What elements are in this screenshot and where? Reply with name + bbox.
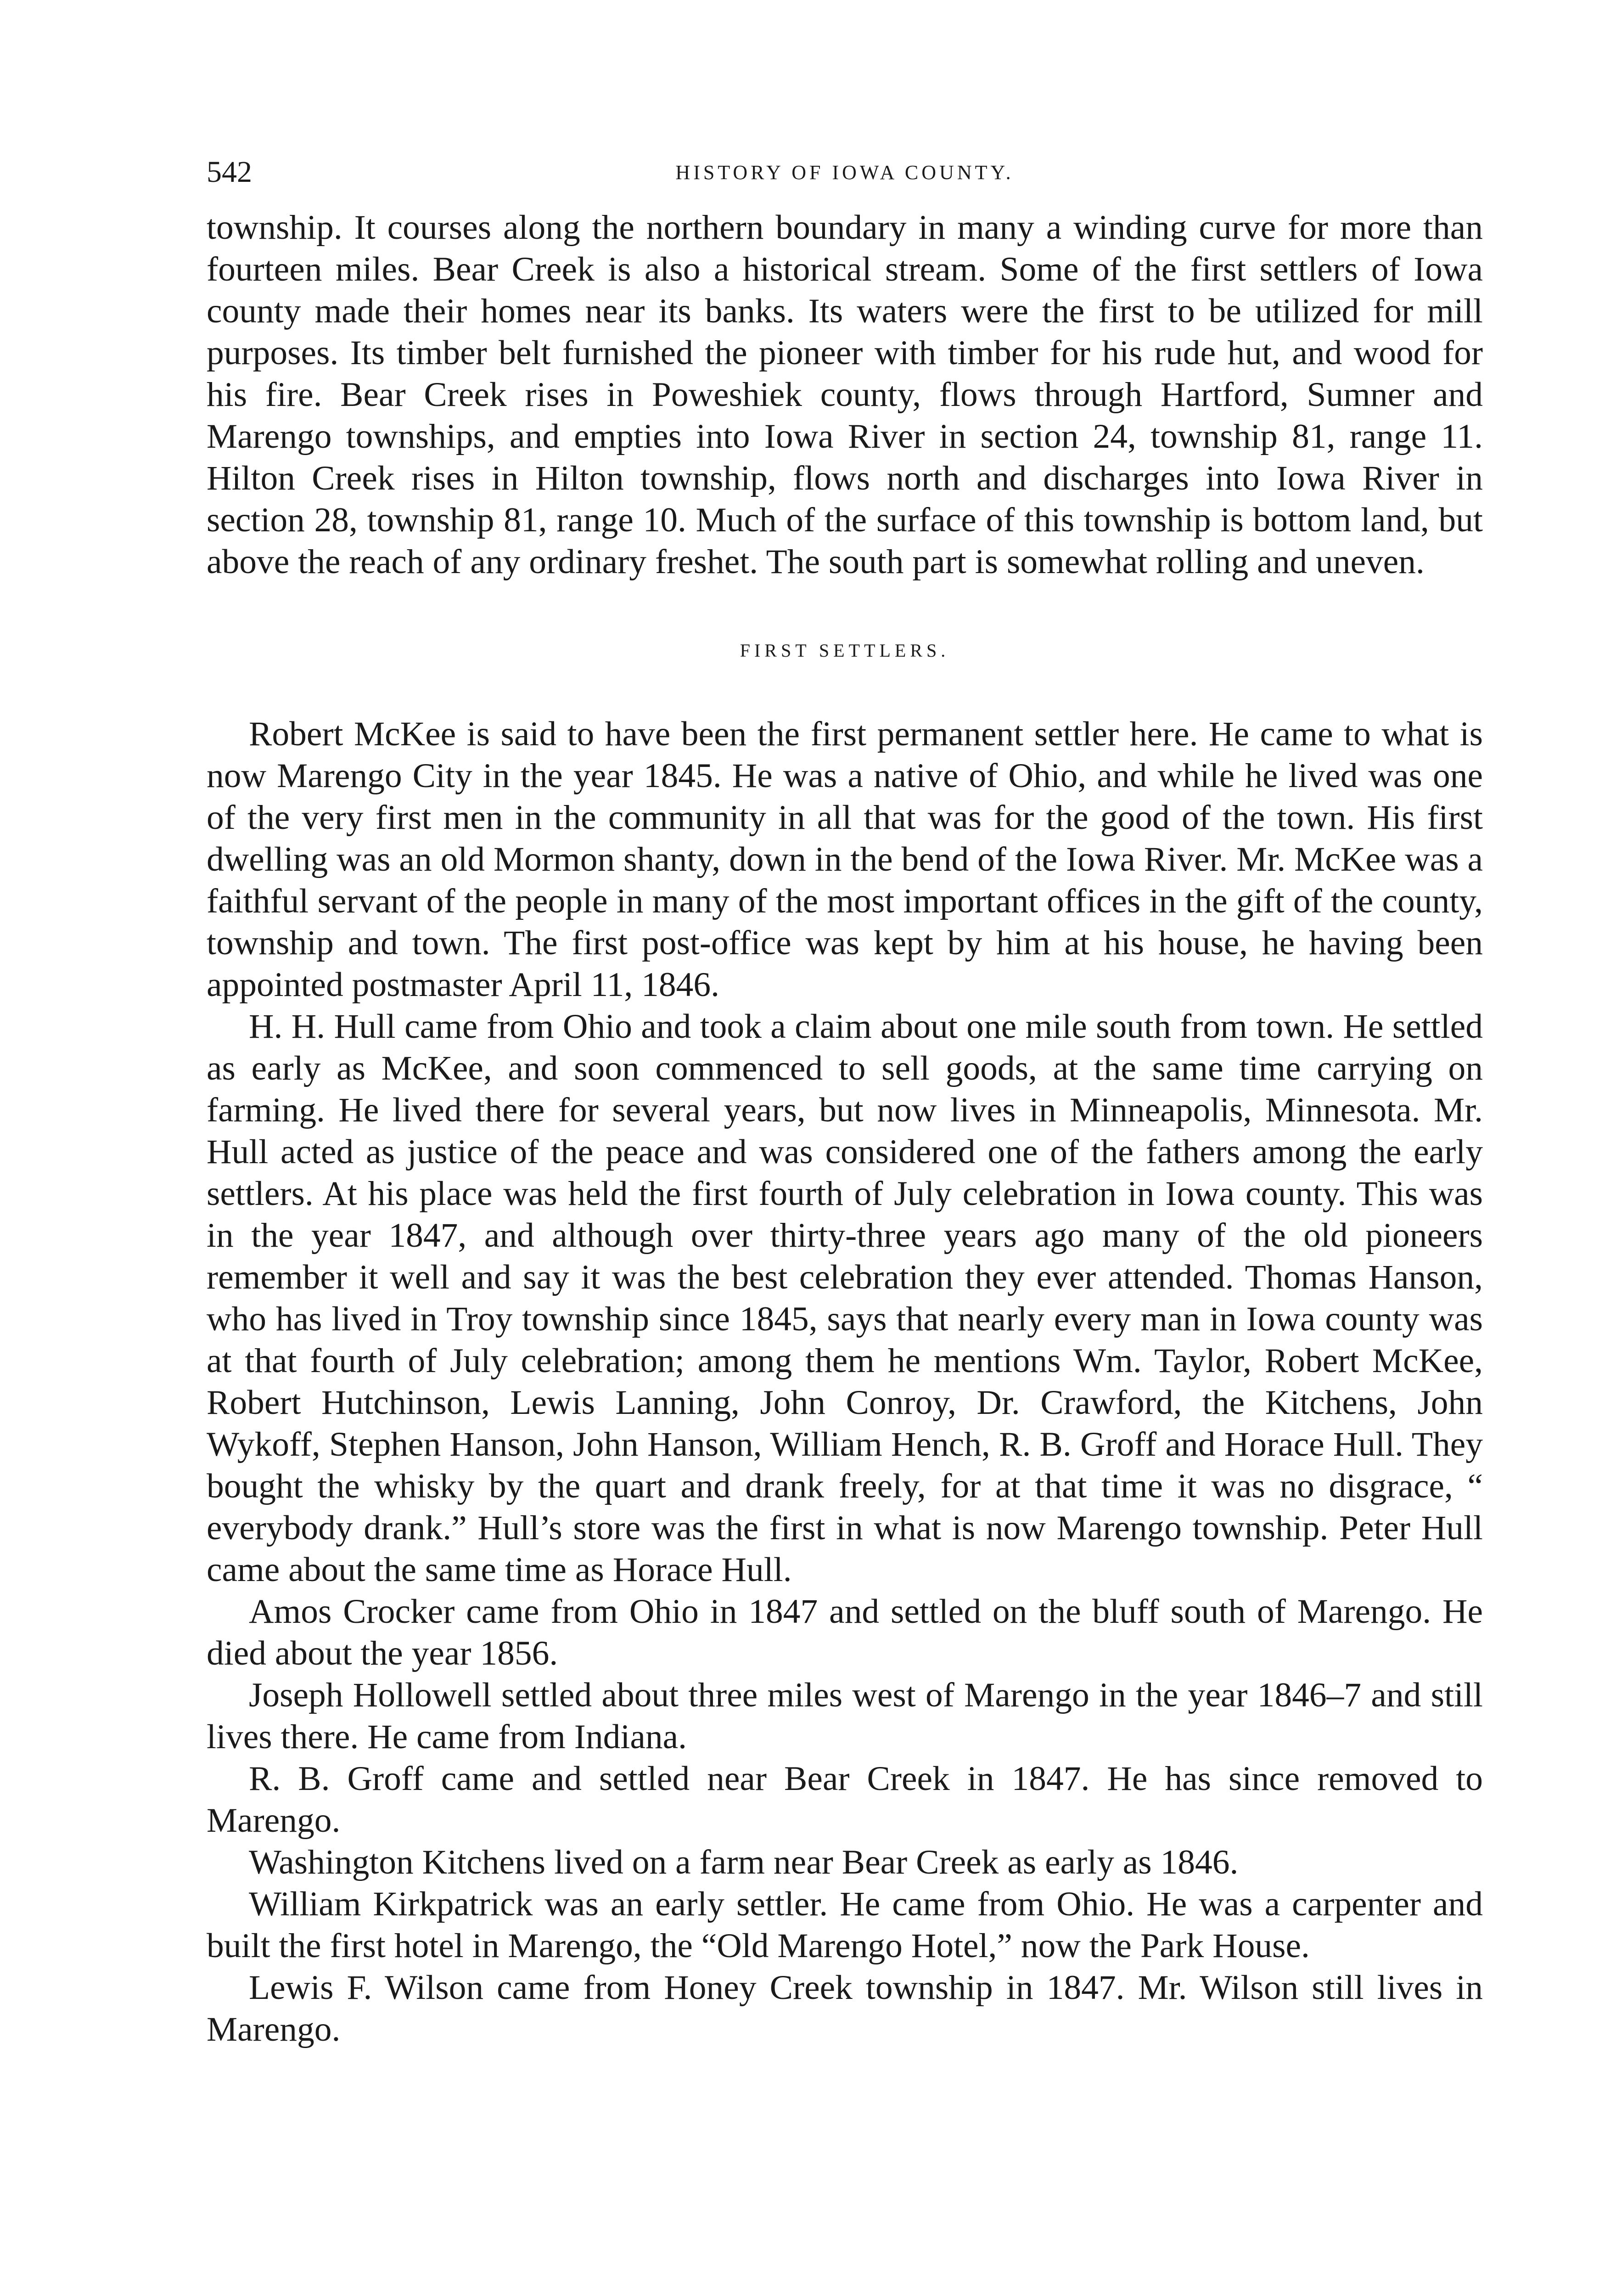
paragraph-r-b-groff: R. B. Groff came and settled near Bear Creek in 1847. He has since removed to Marengo.: [207, 1760, 1483, 1840]
paragraph-amos-crocker: Amos Crocker came from Ohio in 1847 and settled on the bluff south of Marengo. He died about the year 1856.: [207, 1593, 1483, 1672]
paragraph-william-kirkpatrick: William Kirkpatrick was an early settler. He came from Ohio. He was a carpenter and built the first hotel in Marengo, the “Old Marengo Hotel,” now the Park House.: [207, 1885, 1483, 1965]
page-number: 542: [207, 155, 252, 189]
paragraph-joseph-hollowell: Joseph Hollowell settled about three miles west of Marengo in the year 1846–7 and still lives there. He came from Indiana.: [207, 1676, 1483, 1756]
running-title: HISTORY OF IOWA COUNTY.: [675, 161, 1014, 184]
paragraph-h-h-hull: H. H. Hull came from Ohio and took a claim about one mile south from town. He settled as early as McKee, and soon commenced to sell goods, at the same time carrying on farming. He lived there for several years, but now lives in Minneapolis, Minnesota. Mr. Hull acted as justice of the peace and was considered one of the fathers among the early settlers. At his place was held the first fourth of July celebration in Iowa county. This was in the year 1847, and although over thirty-three years ago many of the old pioneers remember it well and say it was the best celebration they ever attended. Thomas Hanson, who has lived in Troy township since 1845, says that nearly every man in Iowa county was at that fourth of July celebration; among them he mentions Wm. Taylor, Robert McKee, Robert Hutchinson, Lewis Lanning, John Conroy, Dr. Crawford, the Kitchens, John Wykoff, Stephen Hanson, John Hanson, William Hench, R. B. Groff and Horace Hull. They bought the whisky by the quart and drank freely, for at that time it was no disgrace, “ everybody drank.” Hull’s store was the first in what is now Marengo township. Peter Hull came about the same time as Horace Hull.: [207, 1007, 1483, 1589]
section-heading: FIRST SETTLERS.: [740, 640, 950, 661]
paragraph-washington-kitchens: Washington Kitchens lived on a farm near Bear Creek as early as 1846.: [249, 1843, 1239, 1881]
intro-paragraph: township. It courses along the northern boundary in many a winding curve for more than fourteen miles. Bear Creek is also a historical stream. Some of the first settlers of Iowa county made their homes near its banks. Its waters were the first to be utilized for mill purposes. Its timber belt furnished the pioneer with timber for his rude hut, and wood for his fire. Bear Creek rises in Poweshiek county, flows through Hartford, Sumner and Marengo townships, and empties into Iowa River in section 24, township 81, range 11. Hilton Creek rises in Hilton township, flows north and discharges into Iowa River in section 28, township 81, range 10. Much of the surface of this township is bottom land, but above the reach of any ordinary freshet. The south part is somewhat rolling and uneven.: [207, 208, 1483, 581]
paragraph-lewis-f-wilson: Lewis F. Wilson came from Honey Creek township in 1847. Mr. Wilson still lives in Marengo.: [207, 1969, 1483, 2048]
paragraph-robert-mckee: Robert McKee is said to have been the first permanent settler here. He came to what is now Marengo City in the year 1845. He was a native of Ohio, and while he lived was one of the very first men in the community in all that was for the good of the town. His first dwelling was an old Mormon shanty, down in the bend of the Iowa River. Mr. McKee was a faithful servant of the people in many of the most important offices in the gift of the county, township and town. The first post-office was kept by him at his house, he having been appointed postmaster April 11, 1846.: [207, 715, 1483, 1004]
running-head: [207, 152, 1483, 207]
book-page: [207, 152, 1483, 2050]
